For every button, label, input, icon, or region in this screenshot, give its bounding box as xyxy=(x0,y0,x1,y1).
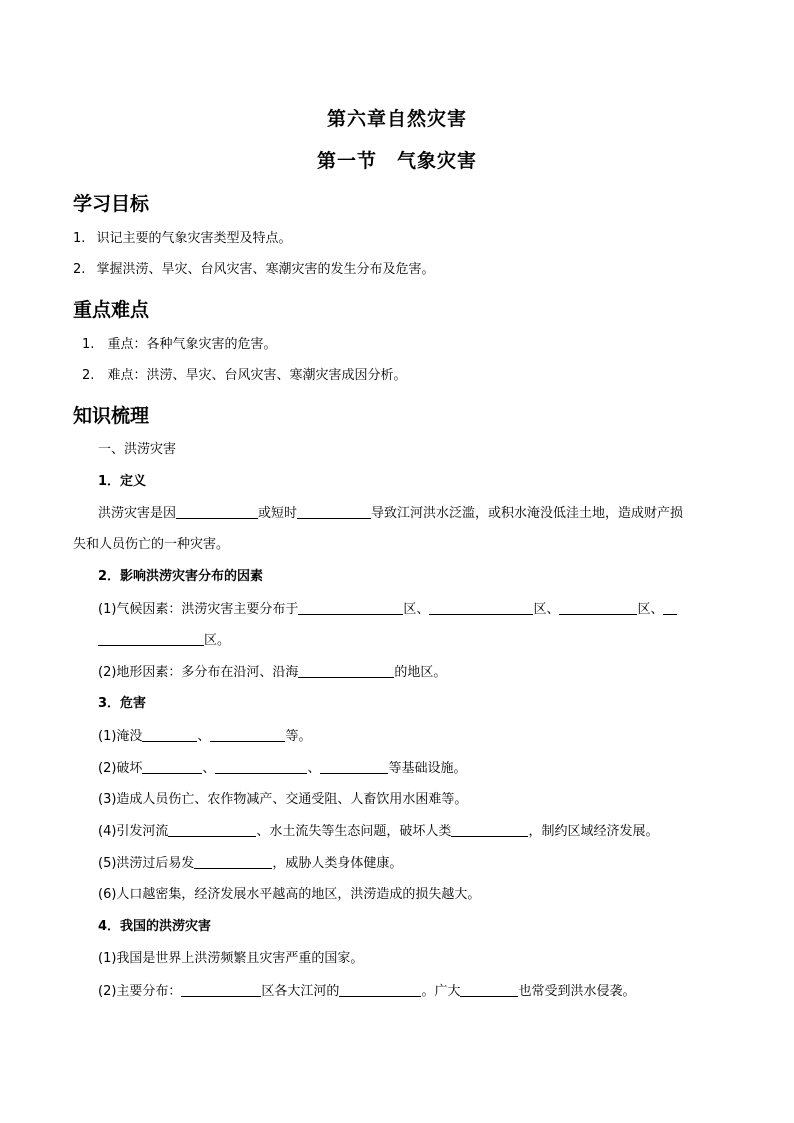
climate-line xyxy=(98,601,677,618)
china-text: 区各大江河的 xyxy=(261,984,340,999)
section-title: 第一节 气象灾害 xyxy=(316,150,477,172)
definition-line-1 xyxy=(98,505,683,522)
factors-heading: 2．影响洪涝灾害分布的因素 xyxy=(98,569,264,584)
definition-heading: 1．定义 xyxy=(98,474,147,489)
climate-line-2 xyxy=(98,632,230,649)
keypoint-number: 1. xyxy=(82,337,95,352)
fill-blank[interactable] xyxy=(210,728,285,742)
goals-heading: 学习目标 xyxy=(73,193,150,215)
fill-blank[interactable] xyxy=(663,601,677,615)
fill-blank[interactable] xyxy=(559,601,637,615)
goal-number: 2. xyxy=(73,262,86,277)
goal-text: 识记主要的气象灾害类型及特点。 xyxy=(96,231,292,246)
knowledge-heading: 知识梳理 xyxy=(73,405,150,427)
climate-text: (1)气候因素：洪涝灾害主要分布于 xyxy=(98,602,299,617)
fill-blank[interactable] xyxy=(194,855,272,869)
definition-text-3: 导致江河洪水泛滥，或积水淹没低洼土地，造成财产损 xyxy=(371,506,684,521)
fill-blank[interactable] xyxy=(215,760,307,774)
fill-blank[interactable] xyxy=(142,728,197,742)
definition-text-4: 失和人员伤亡的一种灾害。 xyxy=(73,537,230,552)
goal-item-1 xyxy=(73,231,292,247)
fill-blank[interactable] xyxy=(451,823,528,837)
goal-number: 1. xyxy=(73,231,86,246)
keypoint-item-1 xyxy=(82,337,277,353)
china-heading: 4．我国的洪涝灾害 xyxy=(98,919,212,934)
fill-blank[interactable] xyxy=(460,983,518,997)
definition-text-2: 或短时 xyxy=(258,506,298,521)
fill-blank[interactable] xyxy=(320,760,388,774)
fill-blank[interactable] xyxy=(176,505,258,519)
harm-line-1 xyxy=(98,728,311,745)
climate-text: 区、 xyxy=(533,602,560,617)
fill-blank[interactable] xyxy=(339,983,421,997)
harm-text: (2)破坏 xyxy=(98,761,143,776)
harm-line-4 xyxy=(98,823,658,840)
harm-heading: 3．危害 xyxy=(98,696,147,711)
china-text: 也常受到洪水侵袭。 xyxy=(518,984,636,999)
terrain-text: 的地区。 xyxy=(394,665,447,680)
harm-text: (5)洪涝过后易发 xyxy=(98,856,195,871)
harm-text: (4)引发河流 xyxy=(98,824,169,839)
harm-line-5 xyxy=(98,855,402,872)
fill-blank[interactable] xyxy=(168,823,256,837)
climate-text: 区、 xyxy=(637,602,664,617)
terrain-text: (2)地形因素：多分布在沿河、沿海 xyxy=(98,665,299,680)
fill-blank[interactable] xyxy=(181,983,261,997)
goal-text: 掌握洪涝、旱灾、台风灾害、寒潮灾害的发生分布及危害。 xyxy=(96,262,435,277)
terrain-line xyxy=(98,664,446,681)
definition-text-1: 洪涝灾害是因 xyxy=(98,506,177,521)
keypoint-item-2 xyxy=(82,368,407,384)
keypoints-heading: 重点难点 xyxy=(73,299,150,321)
chapter-title: 第六章自然灾害 xyxy=(326,108,467,130)
harm-text: 等。 xyxy=(285,729,312,744)
china-line-1: (1)我国是世界上洪涝频繁且灾害严重的国家。 xyxy=(98,951,364,966)
fill-blank[interactable] xyxy=(429,601,533,615)
harm-text: (1)淹没 xyxy=(98,729,143,744)
climate-text: 区。 xyxy=(204,633,231,648)
harm-text: ，威胁人类身体健康。 xyxy=(272,856,403,871)
harm-line-3: (3)造成人员伤亡、农作物减产、交通受阻、人畜饮用水困难等。 xyxy=(98,792,468,807)
keypoint-text: 重点：各种气象灾害的危害。 xyxy=(107,337,277,352)
climate-text: 区、 xyxy=(403,602,430,617)
fill-blank[interactable] xyxy=(98,632,204,646)
fill-blank[interactable] xyxy=(298,601,403,615)
china-line-2 xyxy=(98,983,635,1000)
fill-blank[interactable] xyxy=(298,664,394,678)
goal-item-2 xyxy=(73,262,435,278)
harm-line-2 xyxy=(98,760,466,777)
harm-text: ，制约区域经济发展。 xyxy=(528,824,659,839)
flood-heading: 一、洪涝灾害 xyxy=(98,442,177,457)
harm-text: 、水土流失等生态问题，破坏人类 xyxy=(256,824,452,839)
fill-blank[interactable] xyxy=(142,760,202,774)
keypoint-text: 难点：洪涝、旱灾、台风灾害、寒潮灾害成因分析。 xyxy=(107,368,407,383)
harm-text: 、 xyxy=(307,761,321,776)
harm-line-6: (6)人口越密集，经济发展水平越高的地区，洪涝造成的损失越大。 xyxy=(98,887,481,902)
harm-text: 、 xyxy=(202,761,216,776)
harm-text: 、 xyxy=(197,729,211,744)
china-text: 。广大 xyxy=(421,984,461,999)
china-text: (2)主要分布： xyxy=(98,984,182,999)
fill-blank[interactable] xyxy=(297,505,371,519)
keypoint-number: 2. xyxy=(82,368,95,383)
harm-text: 等基础设施。 xyxy=(388,761,467,776)
